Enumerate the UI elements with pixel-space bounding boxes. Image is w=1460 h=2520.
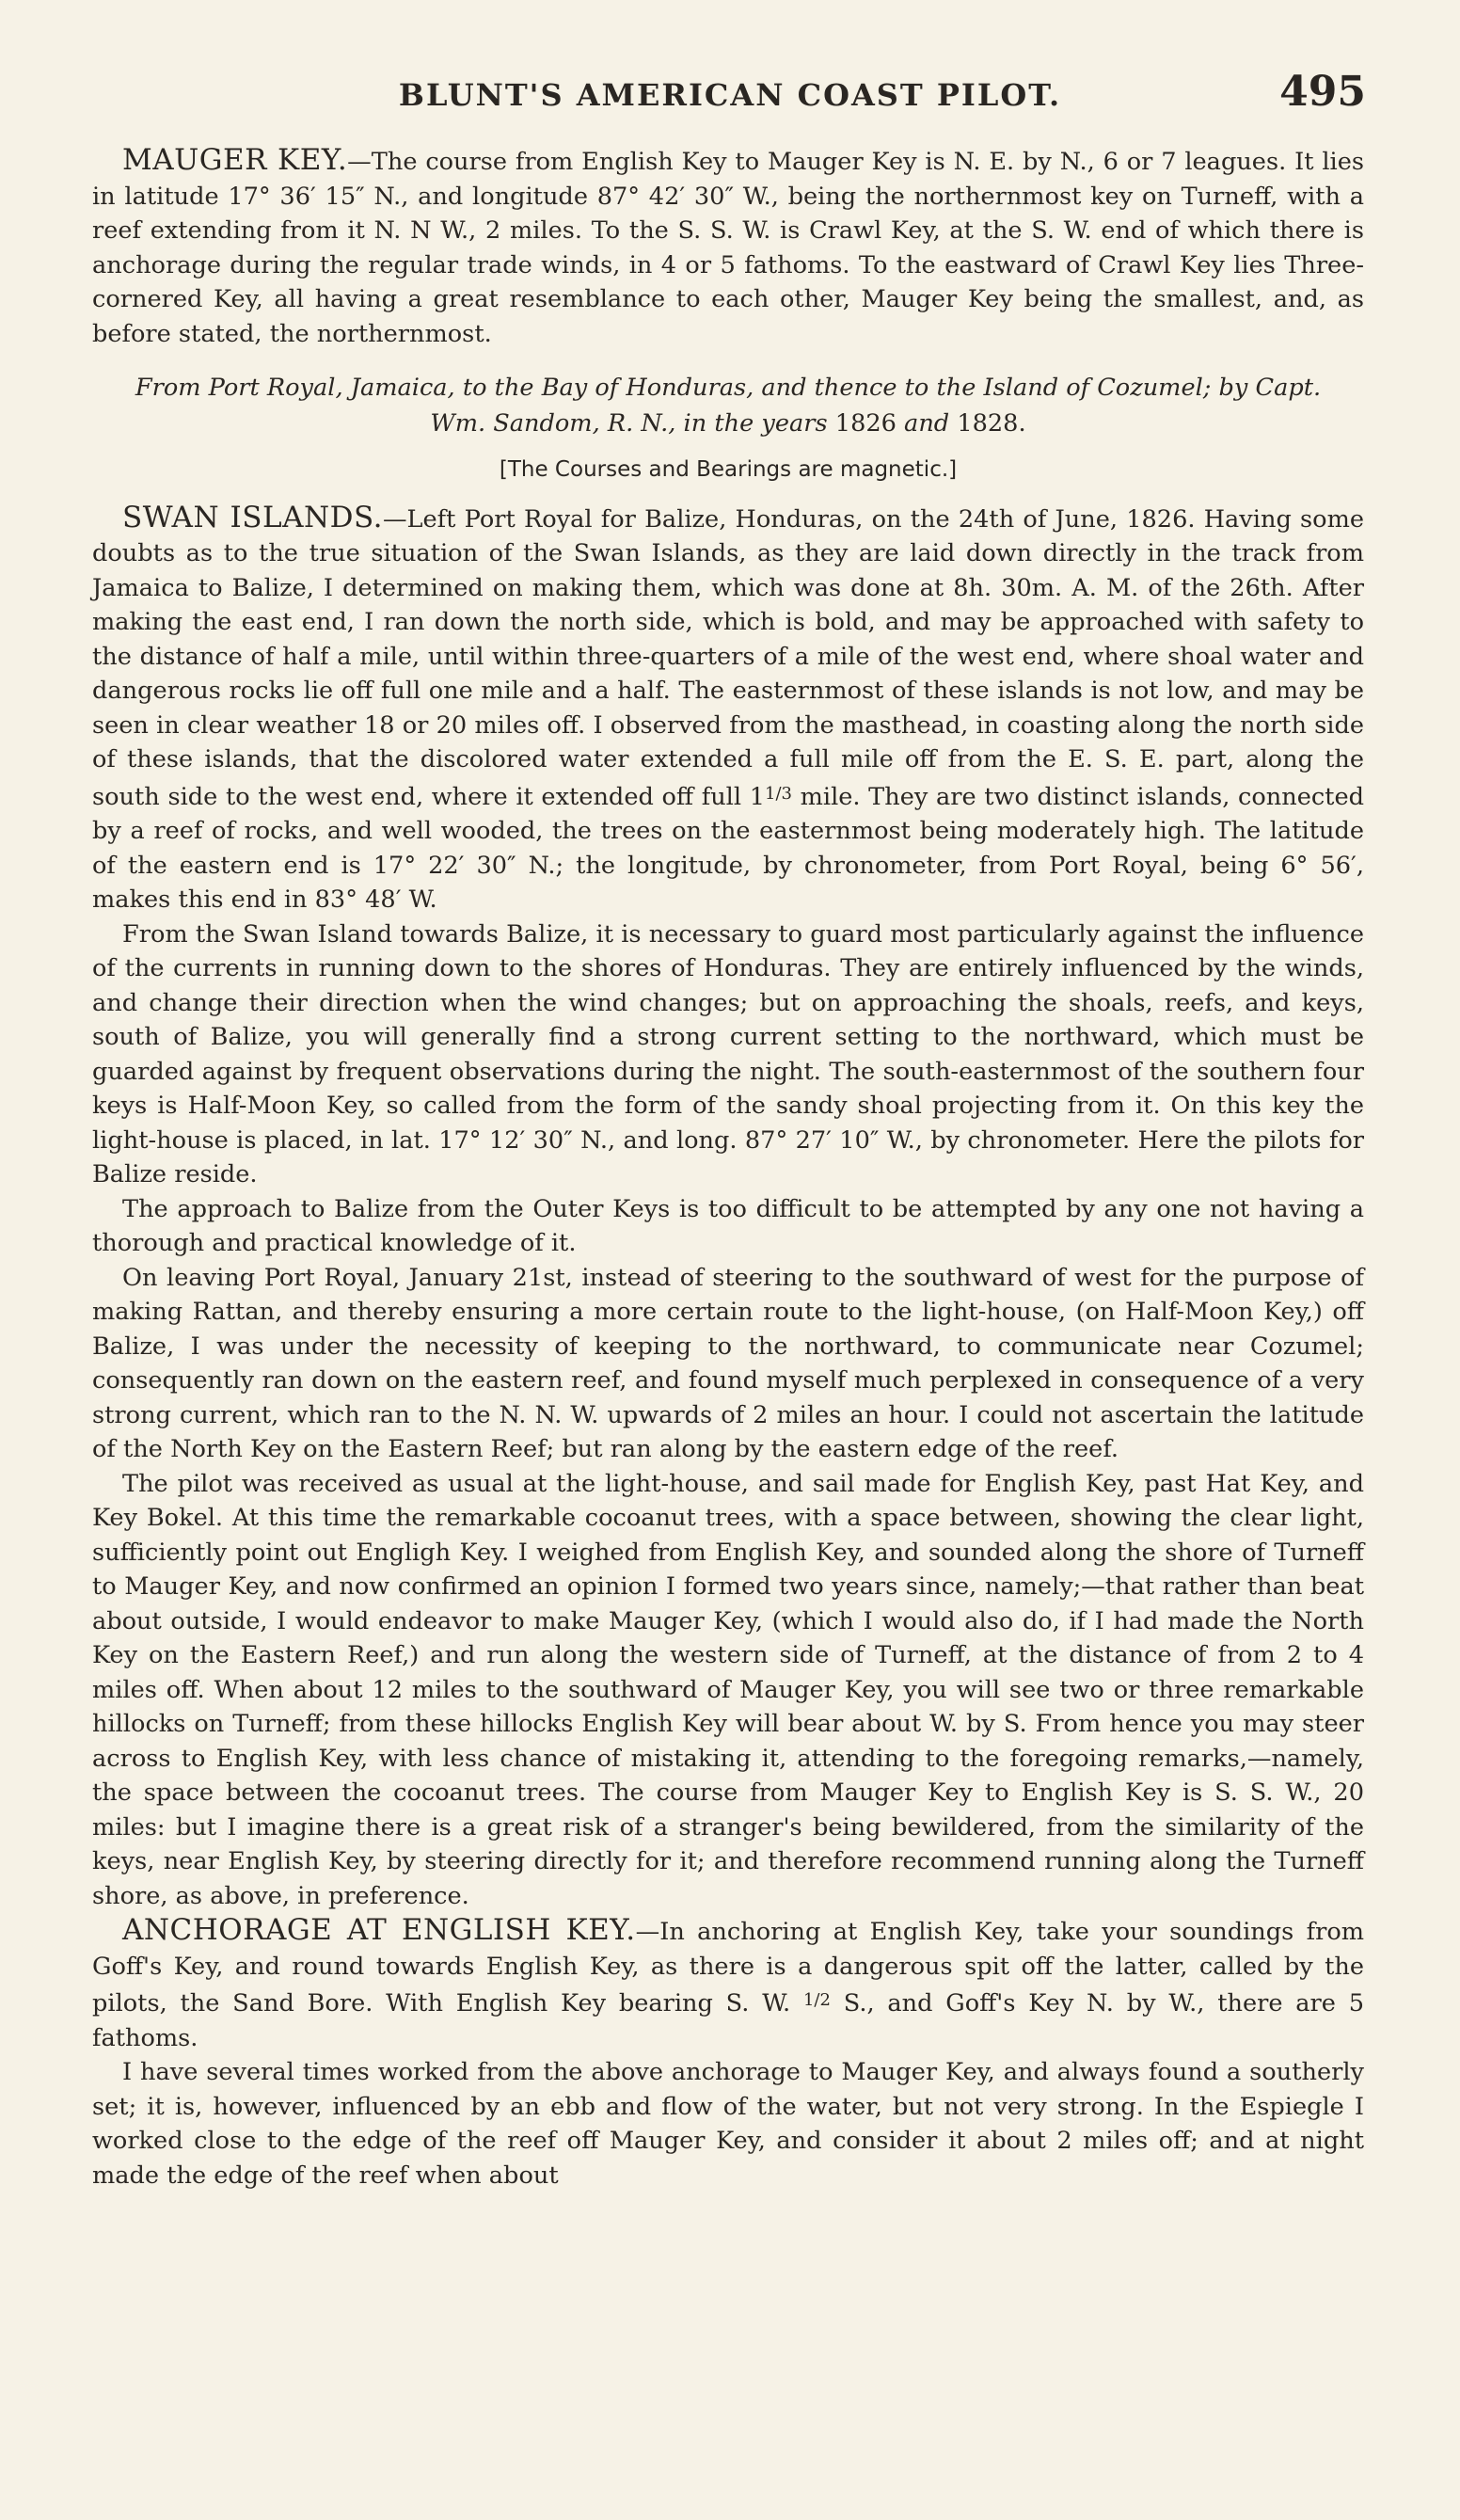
section-heading-mauger-key: MAUGER KEY.	[122, 143, 348, 177]
paragraph-pilot: The pilot was received as usual at the light-house, and sail made for English Key, past Hat Key, and Key Bokel. At this time the remarkable cocoanut trees, with a space between, showing the clear light, sufficiently point out Engligh Key. I weighed from English Key, and sounded along the shore of Turneff to Mauger Key, and now confirmed an opinion I formed two years since, namely;—that rather than beat about outside, I would endeavor to make Mauger Key, (which I would also do, if I had made the North Key on the Eastern Reef,) and run along the western side of Turneff, at the distance of from 2 to 4 miles off. When about 12 miles to the southward of Mauger Key, you will see two or three remarkable hillocks on Turneff; from these hillocks English Key will bear about W. by S. From hence you may steer across to English Key, with less chance of mistaking it, attending to the foregoing remarks,—namely, the space between the cocoanut trees. The course from Mauger Key to English Key is S. S. W., 20 miles: but I imagine there is a great risk of a stranger's being bewildered, from the similarity of the keys, near English Key, by steering directly for it; and therefore recommend running along the Turneff shore, as above, in preference.	[92, 1469, 1364, 1910]
paragraph-swan-islands	[92, 501, 1364, 917]
subtitle-and: and	[896, 409, 958, 438]
paragraph-worked-anchorage: I have several times worked from the above anchorage to Mauger Key, and always found a southerly set; it is, however, influenced by an ebb and flow of the water, but not very strong. In the Espiegle I worked close to the edge of the reef off Mauger Key, and consider it about 2 miles off; and at night made the edge of the reef when about	[92, 2058, 1364, 2190]
paragraph-currents: From the Swan Island towards Balize, it is necessary to guard most particularly against the influence of the currents in running down to the shores of Honduras. They are entirely influenced by the winds, and change their direction when the wind changes; but on approaching the shoals, reefs, and keys, south of Balize, you will generally find a strong current setting to the northward, which must be guarded against by frequent observations during the night. The south-easternmost of the southern four keys is Half-Moon Key, so called from the form of the sandy shoal projecting from it. On this key the light-house is placed, in lat. 17° 12′ 30″ N., and long. 87° 27′ 10″ W., by chronometer. Here the pilots for Balize reside.	[92, 919, 1364, 1188]
body-text	[92, 143, 1364, 2193]
bearings-note: [The Courses and Bearings are magnetic.]	[499, 457, 958, 482]
paragraph-text: —Left Port Royal for Balize, Honduras, on the 24th of June, 1826. Having some doubts as to the true situation of the Swan Islands, as they are laid down directly in the track from Jamaica to Balize, I determined on making them, which was done at 8h. 30m. A. M. of the 26th. After making the east end, I ran down the north side, which is bold, and may be approached with safety to the distance of half a mile, until within three-quarters of a mile of the west end, where shoal water and dangerous rocks lie off full one mile and a half. The easternmost of these islands is not low, and may be seen in clear weather 18 or 20 miles off. I observed from the masthead, in coasting along the north side of these islands, that the discolored water extended a full mile off from the E. S. E. part, along the south side to the west end, where it extended off full 1	[92, 504, 1365, 811]
paragraph-leaving-port-royal: On leaving Port Royal, January 21st, instead of steering to the southward of west for the purpose of making Rattan, and thereby ensuring a more certain route to the light-house, (on Half-Moon Key,) off Balize, I was under the necessity of keeping to the northward, to communicate near Cozumel; consequently ran down on the eastern reef, and found myself much perplexed in consequence of a very strong current, which ran to the N. N. W. upwards of 2 miles an hour. I could not ascertain the latitude of the North Key on the Eastern Reef; but ran along by the eastern edge of the reef.	[92, 1263, 1364, 1463]
paragraph-text: —The course from English Key to Mauger Key is N. E. by N., 6 or 7 leagues. It lies in latitude 17° 36′ 15″ N., and longitude 87° 42′ 30″ W., being the northernmost key on Turneff, with a reef extending from it N. N W., 2 miles. To the S. S. W. is Crawl Key, at the S. W. end of which there is anchorage during the regular trade winds, in 4 or 5 fathoms. To the eastward of Crawl Key lies Three-cornered Key, all having a great resemblance to each other, Mauger Key being the smallest, and, as before stated, the northernmost.	[92, 148, 1364, 348]
subtitle-year: 1828.	[957, 409, 1026, 438]
section-heading-swan-islands: SWAN ISLANDS.	[122, 500, 383, 534]
running-title: BLUNT'S AMERICAN COAST PILOT.	[398, 77, 1062, 113]
subtitle-year: 1826	[834, 409, 897, 438]
fraction: 1/3	[765, 783, 792, 804]
section-heading-anchorage: ANCHORAGE AT ENGLISH KEY.	[122, 1913, 636, 1947]
paragraph-anchorage	[92, 1913, 1364, 2055]
page-header	[94, 68, 1366, 115]
subtitle-text: From Port Royal, Jamaica, to the Bay of Honduras, and thence to the Island of Cozumel; by Capt. Wm. Sandom, R. N., in the years	[135, 374, 1322, 438]
paragraph-mauger-key	[92, 143, 1364, 351]
section-subtitle	[130, 370, 1326, 441]
fraction: 1/2	[802, 1990, 831, 2010]
page-number: 495	[1279, 68, 1366, 116]
paragraph-text: S., and Goff's Key N. by W., there are 5 fathoms.	[92, 1989, 1364, 2052]
paragraph-text: —In anchoring at English Key, take your soundings from Goff's Key, and round towards English Key, as there is a dangerous spit off the latter, called by the pilots, the Sand Bore. With English Key bearing S. W.	[92, 1918, 1364, 2018]
paragraph-approach: The approach to Balize from the Outer Keys is too difficult to be attempted by any one not having a thorough and practical knowledge of it.	[92, 1194, 1364, 1257]
paragraph-text: mile. They are two distinct islands, connected by a reef of rocks, and well wooded, the trees on the easternmost being moderately high. The latitude of the eastern end is 17° 22′ 30″ N.; the longitude, by chronometer, from Port Royal, being 6° 56′, makes this end in 83° 48′ W.	[92, 782, 1365, 914]
